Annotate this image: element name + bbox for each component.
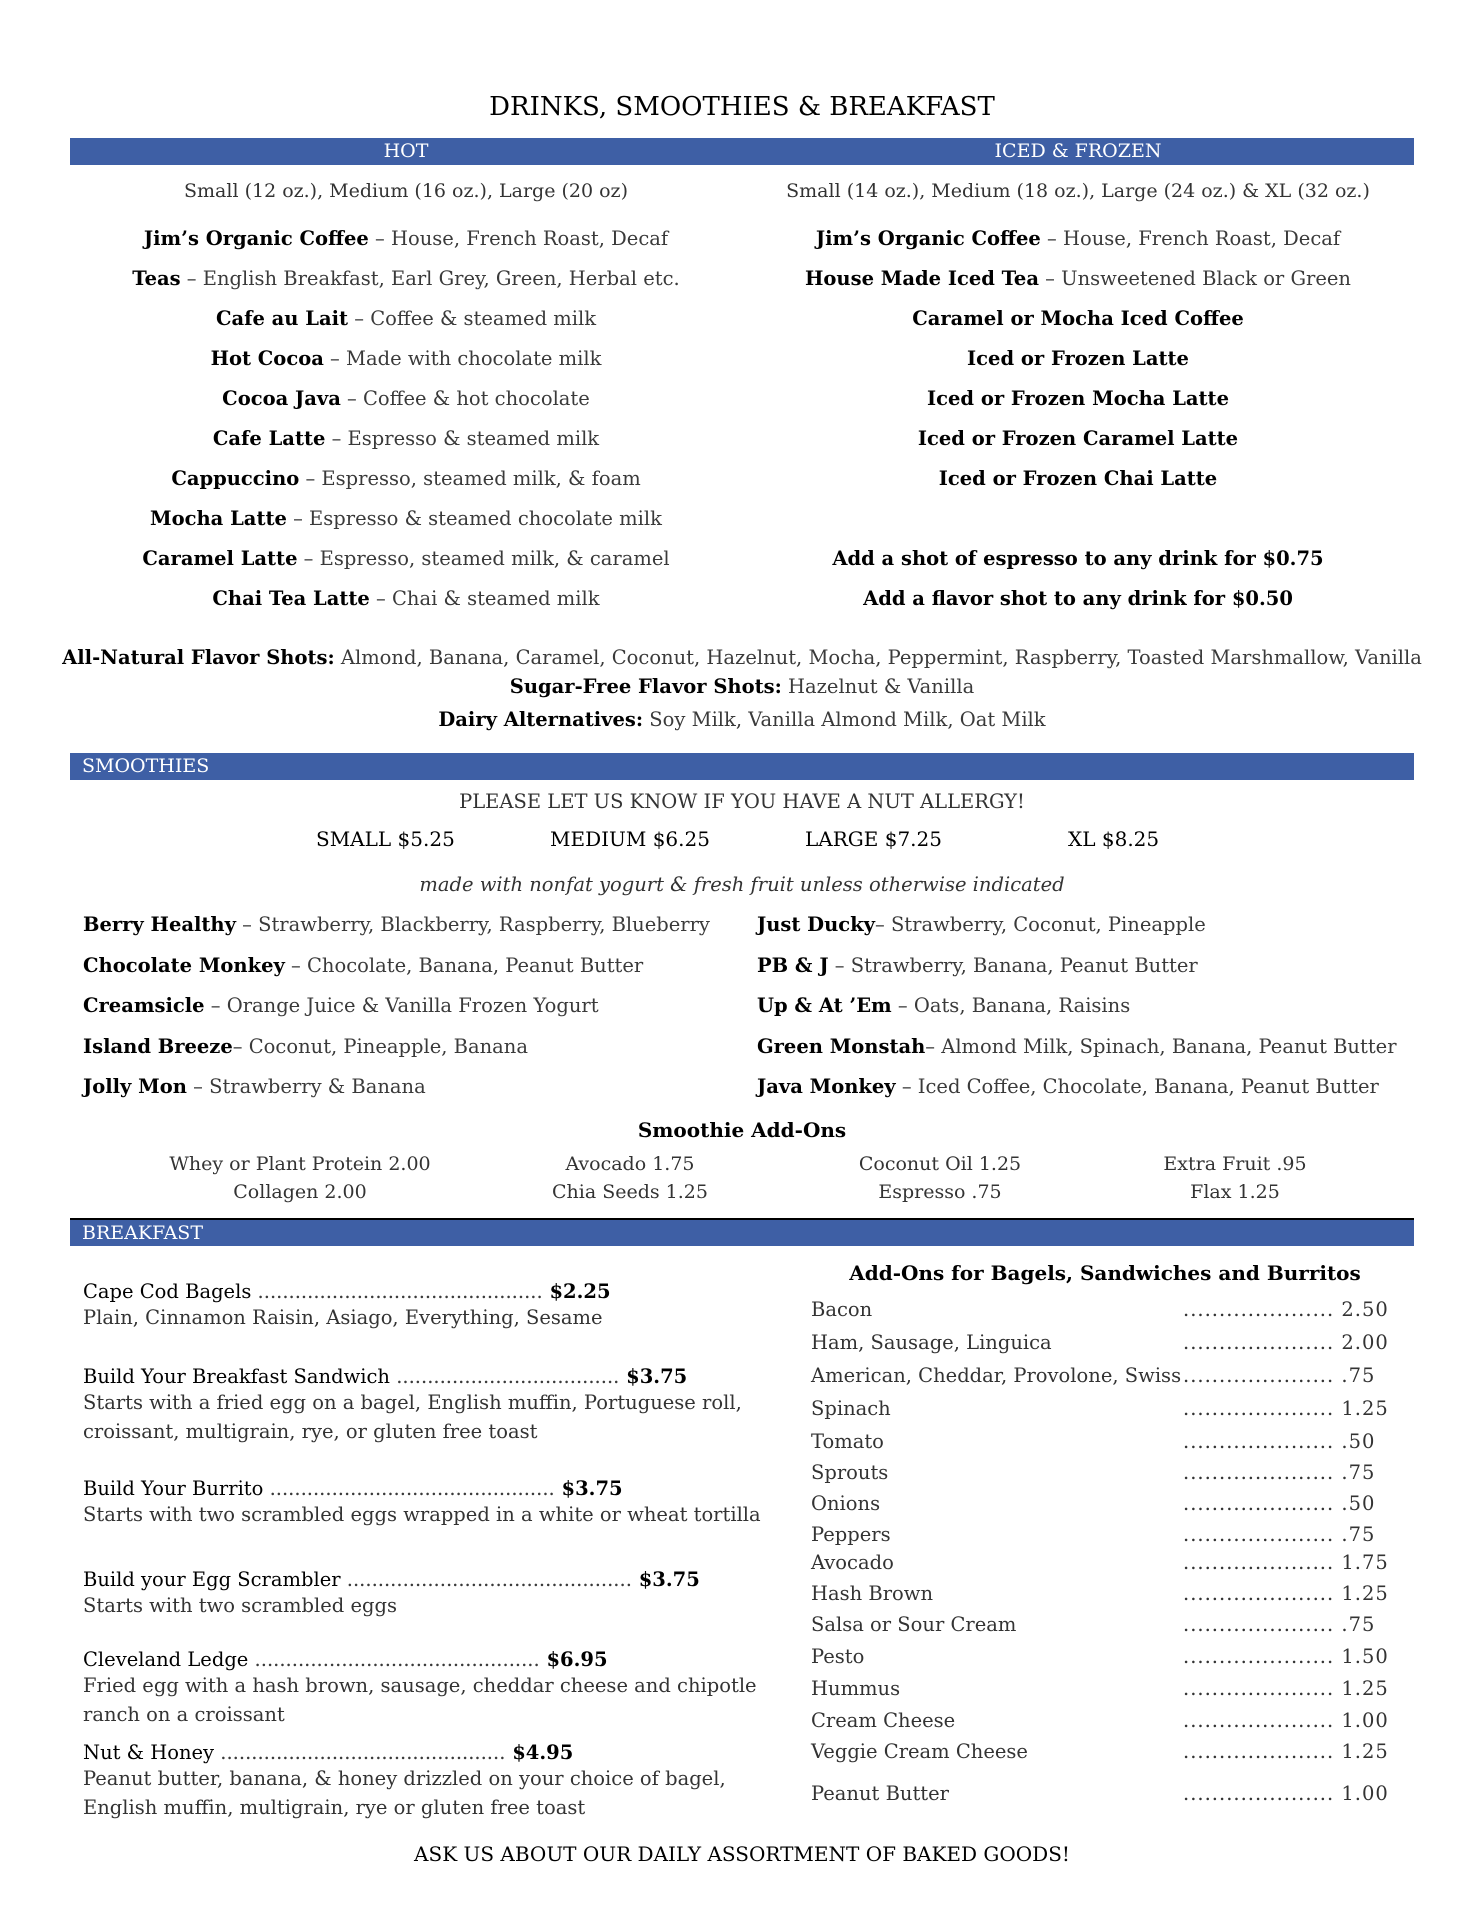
breakfast-header-band xyxy=(70,1218,1414,1246)
list-item: Jolly Mon – Strawberry & Banana xyxy=(83,1075,426,1098)
breakfast-item: Cleveland Ledge .............................................. $6.95 Fried egg with a hash brown, sausage, cheddar cheese and chipotle ranch on a croissant xyxy=(83,1648,757,1726)
smoothie-note: made with nonfat yogurt & fresh fruit unless otherwise indicated xyxy=(419,873,1065,896)
iced-sizes: Small (14 oz.), Medium (18 oz.), Large (24 oz.) & XL (32 oz.) xyxy=(786,180,1370,202)
addon-row: Ham, Sausage, Linguica ..................... 2.00 xyxy=(811,1331,1389,1354)
dairy-alternatives: Dairy Alternatives: Soy Milk, Vanilla Almond Milk, Oat Milk xyxy=(438,708,1046,731)
addon-row: Bacon ..................... 2.50 xyxy=(811,1298,1389,1321)
list-item: Chocolate Monkey – Chocolate, Banana, Peanut Butter xyxy=(83,953,644,977)
addon-row: Peppers ..................... .75 xyxy=(811,1523,1376,1546)
addon-item: Avocado 1.75 xyxy=(565,1153,695,1175)
iced-header: ICED & FROZEN xyxy=(994,140,1162,162)
smoothies-header: SMOOTHIES xyxy=(82,755,210,777)
price-medium: MEDIUM $6.25 xyxy=(550,827,710,851)
natural-flavors: All-Natural Flavor Shots: Almond, Banana, Caramel, Coconut, Hazelnut, Mocha, Peppermint, Raspberry, Toasted Marshmallow, Vanilla xyxy=(62,646,1422,669)
addon-item: Flax 1.25 xyxy=(1190,1181,1280,1203)
smoothie-addons-title: Smoothie Add-Ons xyxy=(637,1118,847,1142)
hot-list xyxy=(70,219,742,619)
list-item: Jim’s Organic Coffee – House, French Roast, Decaf xyxy=(815,227,1341,250)
breakfast-item: Build Your Burrito .............................................. $3.75 Starts with two scrambled eggs wrapped in a white or wheat tortilla xyxy=(83,1477,761,1526)
addon-row: Salsa or Sour Cream ..................... .75 xyxy=(811,1613,1376,1636)
list-item: Up & At ’Em – Oats, Banana, Raisins xyxy=(757,994,1131,1017)
list-item: Iced or Frozen Caramel Latte xyxy=(917,427,1239,450)
hot-header: HOT xyxy=(383,140,429,162)
addon-row: Peanut Butter ..................... 1.00 xyxy=(811,1782,1389,1805)
iced-list xyxy=(742,219,1414,619)
list-item: Caramel or Mocha Iced Coffee xyxy=(912,307,1244,330)
drinks-header-band xyxy=(70,138,1414,165)
page-title: DRINKS, SMOOTHIES & BREAKFAST xyxy=(489,92,995,122)
list-item: PB & J – Strawberry, Banana, Peanut Butter xyxy=(757,953,1198,977)
addon-row: Onions ..................... .50 xyxy=(811,1492,1376,1515)
addon-row: Tomato ..................... .50 xyxy=(811,1430,1376,1453)
addon-row: Avocado ..................... 1.75 xyxy=(811,1551,1389,1574)
spacer xyxy=(742,499,1414,539)
baked-goods-footer: ASK US ABOUT OUR DAILY ASSORTMENT OF BAKED GOODS! xyxy=(414,1842,1070,1866)
addon-item: Collagen 2.00 xyxy=(233,1181,367,1203)
price-xl: XL $8.25 xyxy=(1068,827,1160,851)
breakfast-header: BREAKFAST xyxy=(82,1222,203,1244)
list-item: Island Breeze– Coconut, Pineapple, Banana xyxy=(83,1034,528,1058)
smoothie-list-left xyxy=(83,905,710,1108)
addon-row: Hummus ..................... 1.25 xyxy=(811,1677,1389,1700)
list-item: Cafe Latte – Espresso & steamed milk xyxy=(212,427,600,450)
nut-allergy-note: PLEASE LET US KNOW IF YOU HAVE A NUT ALLERGY! xyxy=(459,790,1025,813)
smoothie-addon-col-1 xyxy=(150,1150,450,1206)
breakfast-item: Build your Egg Scrambler .............................................. $3.75 Starts with two scrambled eggs xyxy=(83,1568,700,1617)
list-item: Cafe au Lait – Coffee & steamed milk xyxy=(215,307,597,330)
addon-row: Veggie Cream Cheese ..................... 1.25 xyxy=(811,1740,1389,1763)
breakfast-item: Cape Cod Bagels .............................................. $2.25 Plain, Cinnamon Raisin, Asiago, Everything, Sesame xyxy=(83,1280,611,1329)
flavor-shot-note: Add a flavor shot to any drink for $0.50 xyxy=(863,587,1293,610)
list-item: Cocoa Java – Coffee & hot chocolate xyxy=(222,387,590,410)
list-item: Iced or Frozen Chai Latte xyxy=(938,467,1218,490)
addon-row: Spinach ..................... 1.25 xyxy=(811,1397,1389,1420)
addon-item: Coconut Oil 1.25 xyxy=(858,1153,1022,1175)
breakfast-item: Build Your Breakfast Sandwich .................................... $3.75 Starts with a fried egg on a bagel, English muffin, Portuguese roll, croissant, multigrain, rye, or gluten free toast xyxy=(83,1365,742,1443)
list-item: Green Monstah– Almond Milk, Spinach, Banana, Peanut Butter xyxy=(757,1034,1397,1058)
smoothie-addon-col-2 xyxy=(480,1150,780,1206)
addon-item: Espresso .75 xyxy=(878,1181,1002,1203)
list-item: Chai Tea Latte – Chai & steamed milk xyxy=(212,587,600,610)
price-large: LARGE $7.25 xyxy=(805,827,942,851)
list-item: Mocha Latte – Espresso & steamed chocolate milk xyxy=(150,507,662,530)
sugarfree-flavors: Sugar-Free Flavor Shots: Hazelnut & Vanilla xyxy=(509,675,975,698)
list-item: Hot Cocoa – Made with chocolate milk xyxy=(210,347,602,370)
addon-row: Sprouts ..................... .75 xyxy=(811,1461,1376,1484)
list-item: Iced or Frozen Mocha Latte xyxy=(927,387,1229,410)
list-item: Cappuccino – Espresso, steamed milk, & foam xyxy=(171,467,641,490)
price-small: SMALL $5.25 xyxy=(316,827,455,851)
addon-row: American, Cheddar, Provolone, Swiss ..................... .75 xyxy=(811,1364,1376,1387)
smoothie-addon-col-3 xyxy=(790,1150,1090,1206)
smoothie-addon-col-4 xyxy=(1085,1150,1385,1206)
breakfast-addons-title: Add-Ons for Bagels, Sandwiches and Burritos xyxy=(849,1261,1361,1285)
breakfast-item: Nut & Honey .............................................. $4.95 Peanut butter, banana, & honey drizzled on your choice of bagel, English muffin, multigrain, rye or gluten free toast xyxy=(83,1741,726,1819)
list-item: Jim’s Organic Coffee – House, French Roast, Decaf xyxy=(143,227,669,250)
list-item: Iced or Frozen Latte xyxy=(967,347,1189,370)
list-item: Java Monkey – Iced Coffee, Chocolate, Banana, Peanut Butter xyxy=(757,1075,1379,1098)
addon-item: Chia Seeds 1.25 xyxy=(552,1181,708,1203)
list-item: Just Ducky– Strawberry, Coconut, Pineapple xyxy=(757,913,1206,936)
addon-item: Extra Fruit .95 xyxy=(1163,1153,1307,1175)
addon-item: Whey or Plant Protein 2.00 xyxy=(169,1153,431,1175)
hot-sizes: Small (12 oz.), Medium (16 oz.), Large (20 oz) xyxy=(184,180,628,202)
list-item: Teas – English Breakfast, Earl Grey, Green, Herbal etc. xyxy=(132,267,680,290)
list-item: Berry Healthy – Strawberry, Blackberry, Raspberry, Blueberry xyxy=(83,913,710,936)
list-item: Caramel Latte – Espresso, steamed milk, & caramel xyxy=(142,547,670,570)
espresso-shot-note: Add a shot of espresso to any drink for $0.75 xyxy=(832,547,1324,570)
list-item: House Made Iced Tea – Unsweetened Black or Green xyxy=(805,267,1351,290)
addon-row: Pesto ..................... 1.50 xyxy=(811,1645,1389,1668)
addon-row: Cream Cheese ..................... 1.00 xyxy=(811,1709,1389,1732)
addon-row: Hash Brown ..................... 1.25 xyxy=(811,1582,1389,1605)
smoothie-list-right xyxy=(757,905,1397,1108)
smoothies-header-band xyxy=(70,753,1414,780)
list-item: Creamsicle – Orange Juice & Vanilla Frozen Yogurt xyxy=(83,994,599,1017)
